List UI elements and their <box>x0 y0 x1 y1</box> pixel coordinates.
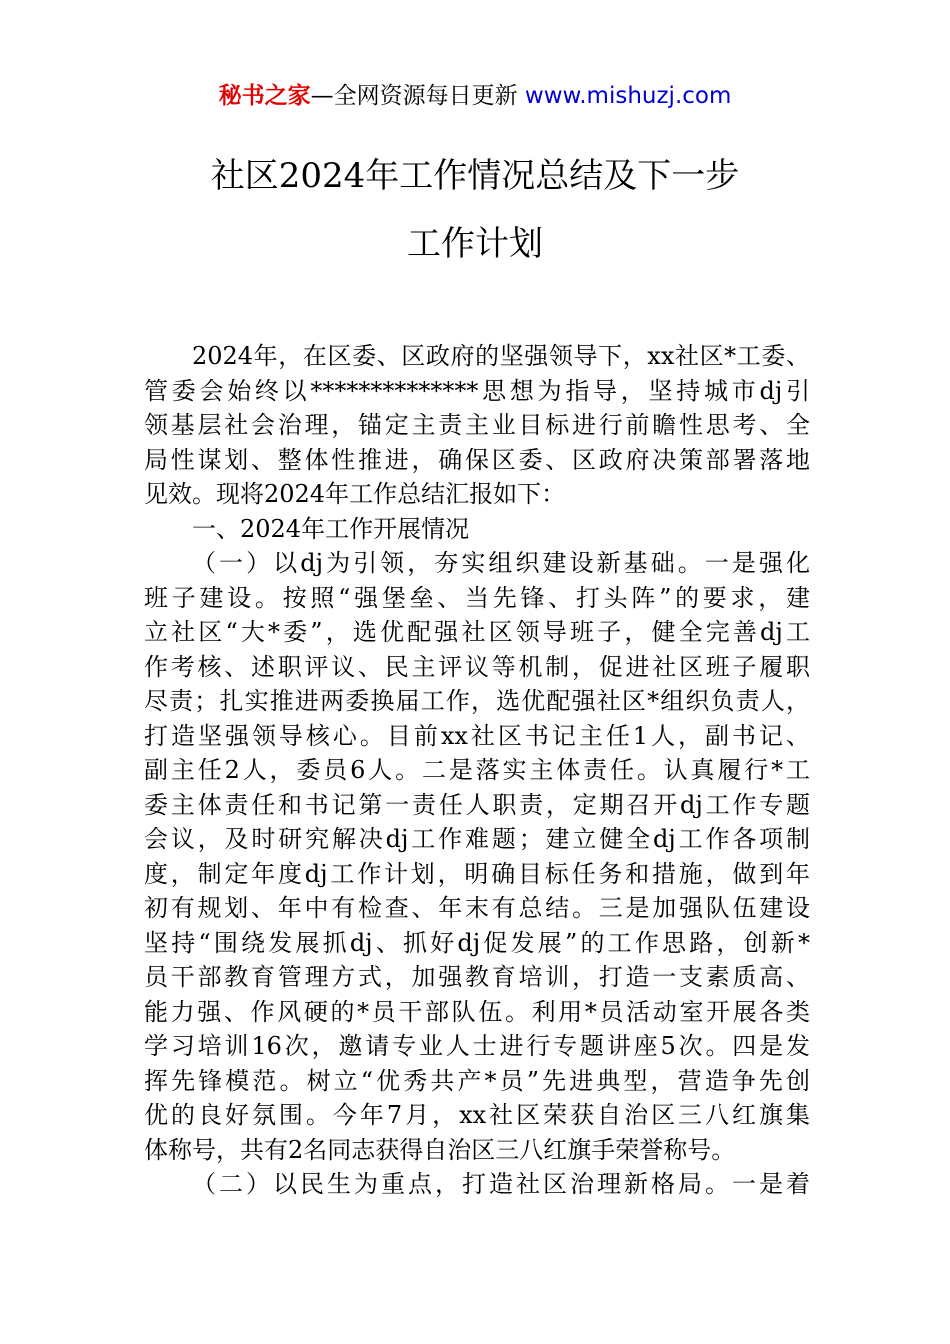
body-line: 作考核、述职评议、民主评议等机制，促进社区班子履职 <box>144 652 810 681</box>
body-line: 度，制定年度dj工作计划，明确目标任务和措施，做到年 <box>144 859 810 888</box>
header-tagline: —全网资源每日更新 <box>310 83 525 109</box>
body-line: 优的良好氛围。今年7月，xx社区荣获自治区三八红旗集 <box>144 1101 810 1129</box>
body-line: 坚持“围绕发展抓dj、抓好dj促发展”的工作思路，创新* <box>144 928 810 957</box>
document-title-line-2: 工作计划 <box>407 224 543 264</box>
body-line: 班子建设。按照“强堡垒、当先锋、打头阵”的要求，建 <box>144 583 810 612</box>
body-line: 立社区“大*委”，选优配强社区领导班子，健全完善dj工 <box>144 618 810 646</box>
body-line: 会议，及时研究解决dj工作难题；建立健全dj工作各项制 <box>144 825 810 853</box>
body-line: 打造坚强领导核心。目前xx社区书记主任1人，副书记、 <box>144 721 810 750</box>
body-line: 能力强、作风硬的*员干部队伍。利用*员活动室开展各类 <box>144 997 810 1026</box>
body-line: 尽责；扎实推进两委换届工作，选优配强社区*组织负责人， <box>144 687 810 715</box>
document-body <box>144 339 810 1202</box>
body-line: 学习培训16次，邀请专业人士进行专题讲座5次。四是发 <box>144 1032 810 1060</box>
body-line: 管委会始终以**************思想为指导，坚持城市dj引 <box>144 376 810 405</box>
site-header <box>0 80 950 112</box>
body-line: 副主任2人，委员6人。二是落实主体责任。认真履行*工 <box>144 756 810 784</box>
section-subheading: （二）以民生为重点，打造社区治理新格局。一是着 <box>192 1170 810 1198</box>
document-title-line-1: 社区2024年工作情况总结及下一步 <box>210 156 740 196</box>
site-url[interactable]: www.mishuzj.com <box>524 83 732 109</box>
body-line: 局性谋划、整体性推进，确保区委、区政府决策部署落地 <box>144 445 810 474</box>
section-heading: 一、2024年工作开展情况 <box>192 514 470 543</box>
brand-name: 秘书之家 <box>218 83 311 109</box>
body-line: 领基层社会治理，锚定主责主业目标进行前瞻性思考、全 <box>144 411 810 439</box>
body-line: 见效。现将2024年工作总结汇报如下： <box>144 480 566 508</box>
body-line: 员干部教育管理方式，加强教育培训，打造一支素质高、 <box>144 963 810 991</box>
body-line: 挥先锋模范。树立“优秀共产*员”先进典型，营造争先创 <box>144 1066 810 1095</box>
body-line: （一）以dj为引领，夯实组织建设新基础。一是强化 <box>192 549 810 577</box>
body-line: 初有规划、年中有检查、年末有总结。三是加强队伍建设 <box>144 894 810 922</box>
body-line: 2024年，在区委、区政府的坚强领导下，xx社区*工委、 <box>192 342 810 370</box>
body-line: 委主体责任和书记第一责任人职责，定期召开dj工作专题 <box>144 790 810 819</box>
body-line: 体称号，共有2名同志获得自治区三八红旗手荣誉称号。 <box>144 1135 736 1164</box>
